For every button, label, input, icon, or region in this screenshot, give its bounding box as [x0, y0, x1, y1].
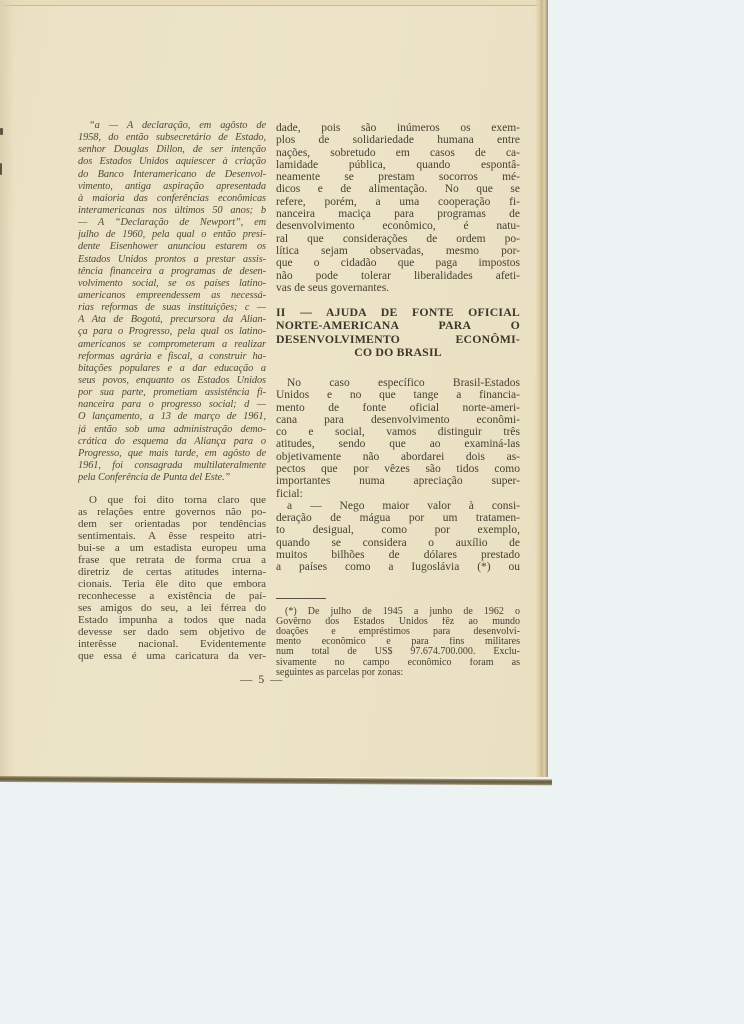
text-line: dade, pois são inúmeros os exem-	[276, 122, 520, 134]
text-line: refere, porém, a uma cooperação fi-	[276, 195, 520, 208]
text-line: to desigual, como por exemplo,	[276, 524, 520, 537]
section-heading	[276, 306, 520, 359]
text-line: senhor Douglas Dillon, de ser intenção	[78, 144, 266, 156]
text-line: — A “Declaração de Newport”, em	[78, 217, 266, 229]
page-top-edge	[0, 0, 548, 6]
text-line: CO DO BRASIL	[354, 345, 442, 359]
text-line: mento de fonte oficial norte-ameri-	[276, 401, 520, 414]
text-line: julho de 1960, pela qual o então presi-	[78, 229, 266, 241]
text-line: 1961, foi consagrada multilateralmente	[78, 459, 266, 471]
right-body-paragraph	[276, 122, 520, 294]
text-line: dicos e de alimentação. No que se	[276, 183, 520, 196]
text-line: vimento, antiga aspiração apresentada	[78, 180, 266, 192]
text-line: O que foi dito torna claro que	[89, 494, 266, 507]
text-line: volvimento social, se os países latino-	[78, 277, 266, 289]
text-line: pectos que por vêzes são tidos como	[276, 462, 520, 475]
text-line: ses amigos do seu, a lei férrea do	[78, 602, 266, 615]
text-line: 1958, do então subsecretário de Estado,	[78, 132, 266, 144]
text-line: que essa é uma caricatura da ver-	[78, 650, 266, 663]
text-line: O lançamento, a 13 de março de 1961,	[78, 411, 266, 423]
text-line: mento econômico e para fins militares	[276, 637, 520, 648]
page-bottom-edge	[0, 776, 552, 785]
right-body-paragraph	[276, 377, 520, 500]
page-right-edge	[535, 0, 548, 777]
text-line: bitações populares e a dar educação a	[78, 362, 266, 374]
text-line: seus povos, enquanto os Estados Unidos	[78, 374, 266, 386]
right-column	[276, 122, 520, 678]
text-line: pela Conferência de Punta del Este.”	[78, 472, 231, 484]
text-line: Unidos e no que tange a financia-	[276, 389, 520, 402]
left-body-paragraph	[78, 494, 266, 662]
text-line: ral que considerações de ordem po-	[276, 232, 520, 245]
footnote-paragraph	[276, 607, 520, 678]
text-line: diretriz de certas atitudes interna-	[78, 566, 266, 579]
text-line: seguintes as parcelas por zonas:	[276, 667, 404, 678]
text-line: nanceira maciça para programas de	[276, 208, 520, 221]
text-line: num total de US$ 97.674.700.000. Exclu-	[276, 647, 520, 658]
text-line: tência financeira a programas de desen-	[78, 265, 266, 277]
text-line: II — AJUDA DE FONTE OFICIAL	[276, 306, 520, 320]
text-line: NORTE-AMERICANA PARA O	[276, 319, 520, 333]
text-line: que o cidadão que paga impostos	[276, 257, 520, 270]
text-line: já então sob uma administração demo-	[78, 423, 266, 435]
scan-speck	[0, 128, 3, 135]
binding-crease	[0, 0, 14, 777]
text-line: DESENVOLVIMENTO ECONÔMI-	[276, 332, 520, 346]
text-line: dente Eisenhower anunciou estarem os	[78, 241, 266, 253]
text-line: quando se considera o auxílio de	[276, 536, 520, 549]
text-line: doações e empréstimos para desenvolvi-	[276, 627, 520, 638]
text-line: sentimentais. A êsse respeito atri-	[78, 530, 266, 543]
quote-block	[78, 120, 266, 484]
text-line: importantes numa apreciação super-	[276, 475, 520, 488]
page-number: — 5 —	[240, 672, 284, 686]
text-line: plos de solidariedade humana entre	[276, 134, 520, 147]
text-line: americanos se comprometeram a realizar	[78, 338, 266, 350]
text-line: cionais. Teria êle dito que embora	[78, 578, 266, 591]
text-line: deração de mágua por um tratamen-	[276, 512, 520, 525]
text-line: reconhecesse a existência de paí-	[78, 590, 266, 603]
text-line: do Banco Interamericano de Desenvol-	[78, 168, 266, 180]
footnote-rule	[276, 598, 326, 599]
text-line: Estado impunha a todos que nada	[78, 614, 266, 627]
text-line: dos Estados Unidos aquiescer à criação	[78, 156, 266, 168]
text-line: A Ata de Bogotá, precursora da Alian-	[78, 314, 266, 326]
left-column	[78, 120, 266, 662]
right-body-paragraph	[276, 500, 520, 574]
text-line: desenvolvimento econômico, é natu-	[276, 220, 520, 233]
text-line: a — Nego maior valor à consi-	[287, 499, 520, 512]
text-line: Estados Unidos prontos a prestar assis-	[78, 253, 266, 265]
text-line: “a — A declaração, em agôsto de	[89, 120, 266, 131]
text-line: ficial:	[276, 487, 303, 500]
text-line: co e social, vamos distinguir três	[276, 426, 520, 439]
text-line: No caso específico Brasil-Estados	[287, 376, 520, 389]
scan-speck	[0, 163, 2, 175]
text-line: frase que retrata de forma crua a	[78, 554, 266, 567]
text-line: muitos bilhões de dólares prestado	[276, 549, 520, 562]
text-line: à maioria das conferências econômicas	[78, 192, 266, 204]
text-line: por sua parte, prometiam assistência fi-	[78, 387, 266, 399]
text-line: ça para o Progresso, pela qual os latino-	[78, 326, 266, 338]
text-line: vas de seus governantes.	[276, 281, 390, 294]
text-line: interamericanas nos últimos 50 anos; b	[78, 204, 266, 216]
text-line: nações, sobretudo em casos de ca-	[276, 146, 520, 159]
text-line: objetivamente não abordarei dois as-	[276, 450, 520, 463]
text-line: devesse ser dado sem objetivo de	[78, 626, 266, 639]
text-line: crática do esquema da Aliança para o	[78, 435, 266, 447]
footnote	[276, 607, 520, 678]
text-line: reformas agrária e fiscal, a construir ha-	[78, 350, 266, 362]
text-line: nanceira para o progresso social; d —	[78, 399, 266, 411]
text-line: atitudes, sendo que ao examiná-las	[276, 438, 520, 451]
text-line: dem ser orientadas por tendências	[78, 518, 266, 531]
right-column-text	[276, 122, 520, 574]
text-line: bui-se a um estadista europeu uma	[78, 542, 266, 555]
text-line: lítica sejam observadas, mesmo por-	[276, 244, 520, 257]
text-line: americanos empreendessem as necessá-	[78, 289, 266, 301]
text-line: neamente se prestam socorros mé-	[276, 171, 520, 184]
text-line: rias reformas de suas instituições; c —	[78, 302, 266, 314]
text-line: Govêrno dos Estados Unidos fêz ao mundo	[276, 616, 520, 627]
text-line: (*) De julho de 1945 a junho de 1962 o	[285, 606, 520, 617]
text-line: lamidade pública, quando espontâ-	[276, 158, 520, 171]
text-line: cana para desenvolvimento econômi-	[276, 413, 520, 426]
text-line: interêsse nacional. Evidentemente	[78, 638, 266, 651]
text-line: não pode tolerar liberalidades afeti-	[276, 269, 520, 282]
text-line: Progresso, que mais tarde, em agôsto de	[78, 447, 266, 459]
text-line: a países como a Iugoslávia (*) ou	[276, 561, 520, 574]
text-line: sivamente no campo econômico foram as	[276, 657, 520, 668]
text-line: as relações entre governos não po-	[78, 506, 266, 519]
